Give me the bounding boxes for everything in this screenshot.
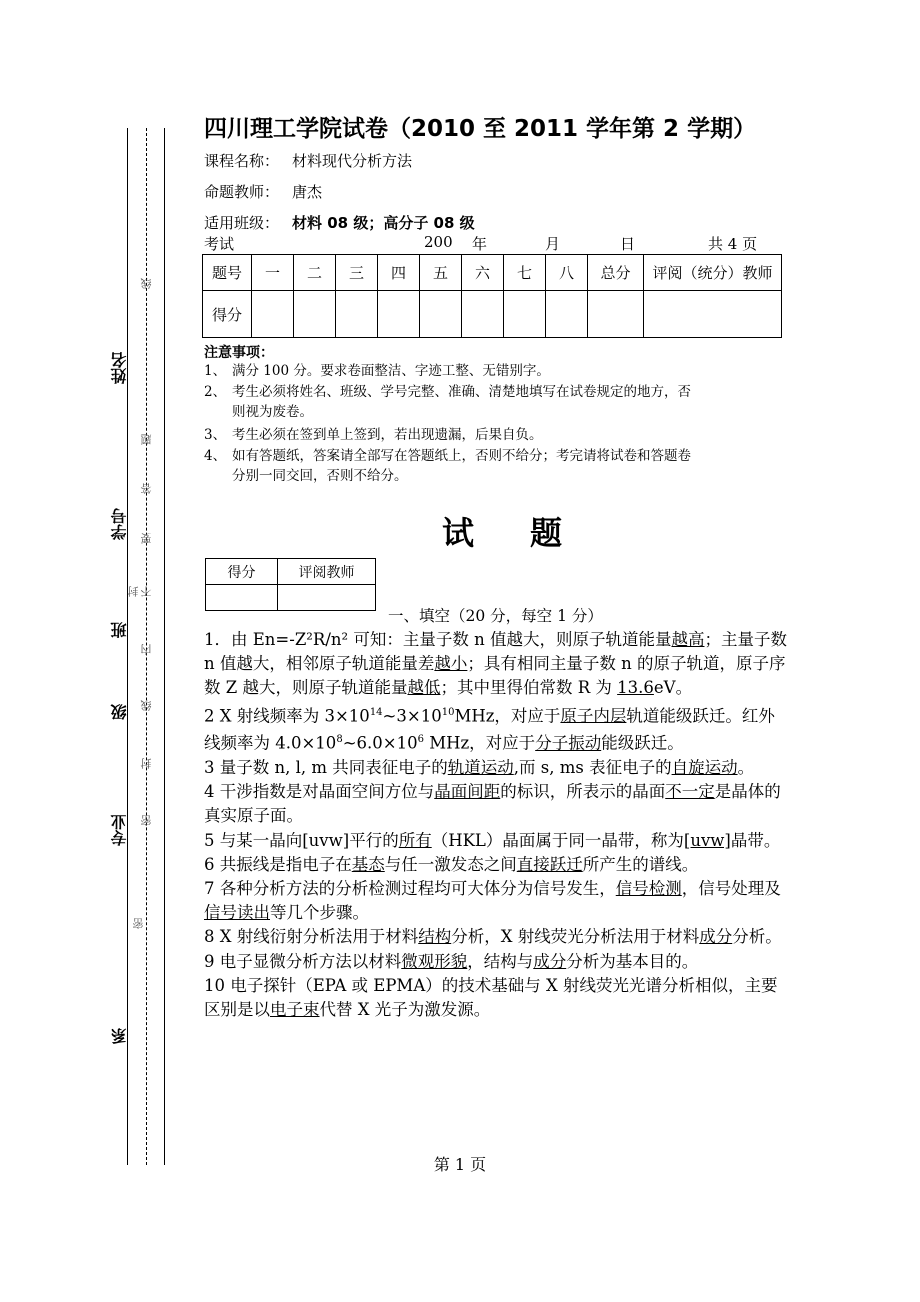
margin-glyph: 内 <box>140 644 153 655</box>
grading-header-teacher: 评阅教师 <box>278 559 376 585</box>
margin-solid-line-outer <box>127 128 128 1165</box>
margin-glyph: 线 <box>140 700 153 711</box>
note-num: 4、 <box>204 448 227 464</box>
note-num: 1、 <box>204 363 227 379</box>
score-header-cell: 二 <box>294 255 336 291</box>
question-9: 9 电子显微分析方法以材料微观形貌，结构与成分分析为基本目的。 <box>204 951 699 971</box>
margin-glyph: 题 <box>140 434 153 445</box>
note-item-4 <box>204 446 784 486</box>
score-header-cell: 七 <box>504 255 546 291</box>
notes-title: 注意事项： <box>204 345 274 361</box>
exam-label: 考试 <box>204 235 235 253</box>
exam-month: 月 <box>545 235 561 253</box>
teacher-line <box>204 181 322 202</box>
score-header-cell: 四 <box>378 255 420 291</box>
margin-glyph: 封 <box>127 586 140 597</box>
margin-label-major: 专业 <box>110 814 129 846</box>
score-header-cell: 一 <box>252 255 294 291</box>
page-footer: 第 1 页 <box>433 1155 487 1174</box>
margin-glyph: 答 <box>140 483 153 494</box>
course-line <box>204 150 412 171</box>
question-10: 10 电子探针（EPA 或 EPMA）的技术基础与 X 射线荧光光谱分析相似，主要区别是以电子束代替 X 光子为激发源。 <box>204 975 778 1020</box>
grading-cell <box>206 585 278 611</box>
score-header-cell: 总分 <box>588 255 644 291</box>
exam-year-suffix: 年 <box>472 235 488 253</box>
question-7: 7 各种分析方法的分析检测过程均可大体分为信号发生，信号检测，信号处理及信号读出等几个步骤。 <box>204 879 781 923</box>
margin-glyph: 不 <box>140 586 153 597</box>
question-4: 4 干涉指数是对晶面空间方位与晶面间距的标识，所表示的晶面不一定是晶体的真实原子面。 <box>204 782 781 826</box>
score-cell <box>462 291 504 338</box>
score-cell <box>588 291 644 338</box>
score-header-cell: 五 <box>420 255 462 291</box>
exam-pages: 共 4 页 <box>708 235 758 253</box>
exam-year: 200 <box>424 233 453 251</box>
score-header-cell: 评阅（统分）教师 <box>644 255 782 291</box>
score-cell <box>336 291 378 338</box>
course-value: 材料现代分析方法 <box>292 152 413 170</box>
margin-label-name: 姓名 <box>110 352 129 384</box>
margin-label-department: 系 <box>110 1028 129 1044</box>
note-text-cont: 分别一同交回，否则不给分。 <box>232 468 408 484</box>
score-cell <box>644 291 782 338</box>
score-header-cell: 六 <box>462 255 504 291</box>
note-num: 3、 <box>204 427 227 443</box>
margin-glyph: 要 <box>140 533 153 544</box>
score-header-cell: 题号 <box>203 255 252 291</box>
score-header-cell: 三 <box>336 255 378 291</box>
margin-label-class-1: 班 <box>110 622 129 638</box>
score-cell <box>504 291 546 338</box>
score-header-cell: 八 <box>546 255 588 291</box>
section-title: 一、填空（20 分，每空 1 分） <box>388 607 603 625</box>
question-6: 6 共振线是指电子在基态与任一激发态之间直接跃迁所产生的谱线。 <box>204 854 699 874</box>
margin-solid-line-inner <box>164 128 165 1165</box>
question-content <box>204 628 789 1022</box>
margin-label-student-id: 学号 <box>110 508 129 540</box>
question-8: 8 X 射线衍射分析法用于材料结构分析，X 射线荧光分析法用于材料成分分析。 <box>204 927 782 947</box>
grading-table <box>205 558 376 611</box>
margin-label-class-2: 级 <box>110 704 129 720</box>
score-cell <box>294 291 336 338</box>
teacher-label: 命题教师： <box>204 183 280 201</box>
course-label: 课程名称： <box>204 152 280 170</box>
class-value: 材料 08 级；高分子 08 级 <box>292 214 475 232</box>
score-cell <box>420 291 462 338</box>
note-item-3 <box>204 425 784 445</box>
score-cell <box>378 291 420 338</box>
question-3: 3 量子数 n, l, m 共同表征电子的轨道运动,而 s, ms 表征电子的自旋运动。 <box>204 758 755 778</box>
note-text: 考生必须将姓名、班级、学号完整、准确、清楚地填写在试卷规定的地方，否 <box>232 384 691 400</box>
margin-glyph: 密 <box>140 815 153 826</box>
teacher-value: 唐杰 <box>292 183 323 201</box>
note-text: 考生必须在签到单上签到，若出现遗漏，后果自负。 <box>232 427 543 443</box>
margin-glyph: 线 <box>140 278 153 289</box>
section-big-title: 试题 <box>442 514 619 552</box>
class-label: 适用班级： <box>204 214 280 232</box>
exam-title: 四川理工学院试卷（2010 至 2011 学年第 2 学期） <box>204 116 757 142</box>
note-text: 满分 100 分。要求卷面整洁、字迹工整、无错别字。 <box>232 363 550 379</box>
note-num: 2、 <box>204 384 227 400</box>
note-text-cont: 则视为废卷。 <box>232 404 313 420</box>
note-item-1 <box>204 361 784 381</box>
question-5: 5 与某一晶向[uvw]平行的所有（HKL）晶面属于同一晶带，称为[uvw]晶带。 <box>204 830 781 850</box>
score-cell <box>252 291 294 338</box>
exam-day: 日 <box>620 235 636 253</box>
class-line <box>204 212 475 233</box>
score-cell <box>546 291 588 338</box>
question-2: 2 X 射线频率为 $3\times 10^{14}\sim 3\times 10^{10}MHz$，对应于原子内层轨道能级跃迁。红外线频率为 $4.0\times 10^8\sim 6.0\times 10^6$ MHz，对应于分子振动能级跃迁。 <box>204 706 775 753</box>
question-1: 1．由 En=-Z²R/n² 可知：主量子数 n 值越大，则原子轨道能量越高；主量子数 n 值越大，相邻原子轨道能量差越小；具有相同主量子数 n 的原子轨道，原子序数 Z 越大，则原子轨道能量越低；其中里得伯常数 R 为 13.6eV。 <box>204 630 787 698</box>
note-text: 如有答题纸，答案请全部写在答题纸上，否则不给分；考完请将试卷和答题卷 <box>232 448 691 464</box>
grading-cell <box>278 585 376 611</box>
grading-header-score: 得分 <box>206 559 278 585</box>
margin-glyph: 封 <box>140 758 153 769</box>
note-item-2 <box>204 382 784 422</box>
score-row-label: 得分 <box>203 291 252 338</box>
margin-glyph: 密 <box>132 918 145 929</box>
score-table <box>202 254 782 338</box>
